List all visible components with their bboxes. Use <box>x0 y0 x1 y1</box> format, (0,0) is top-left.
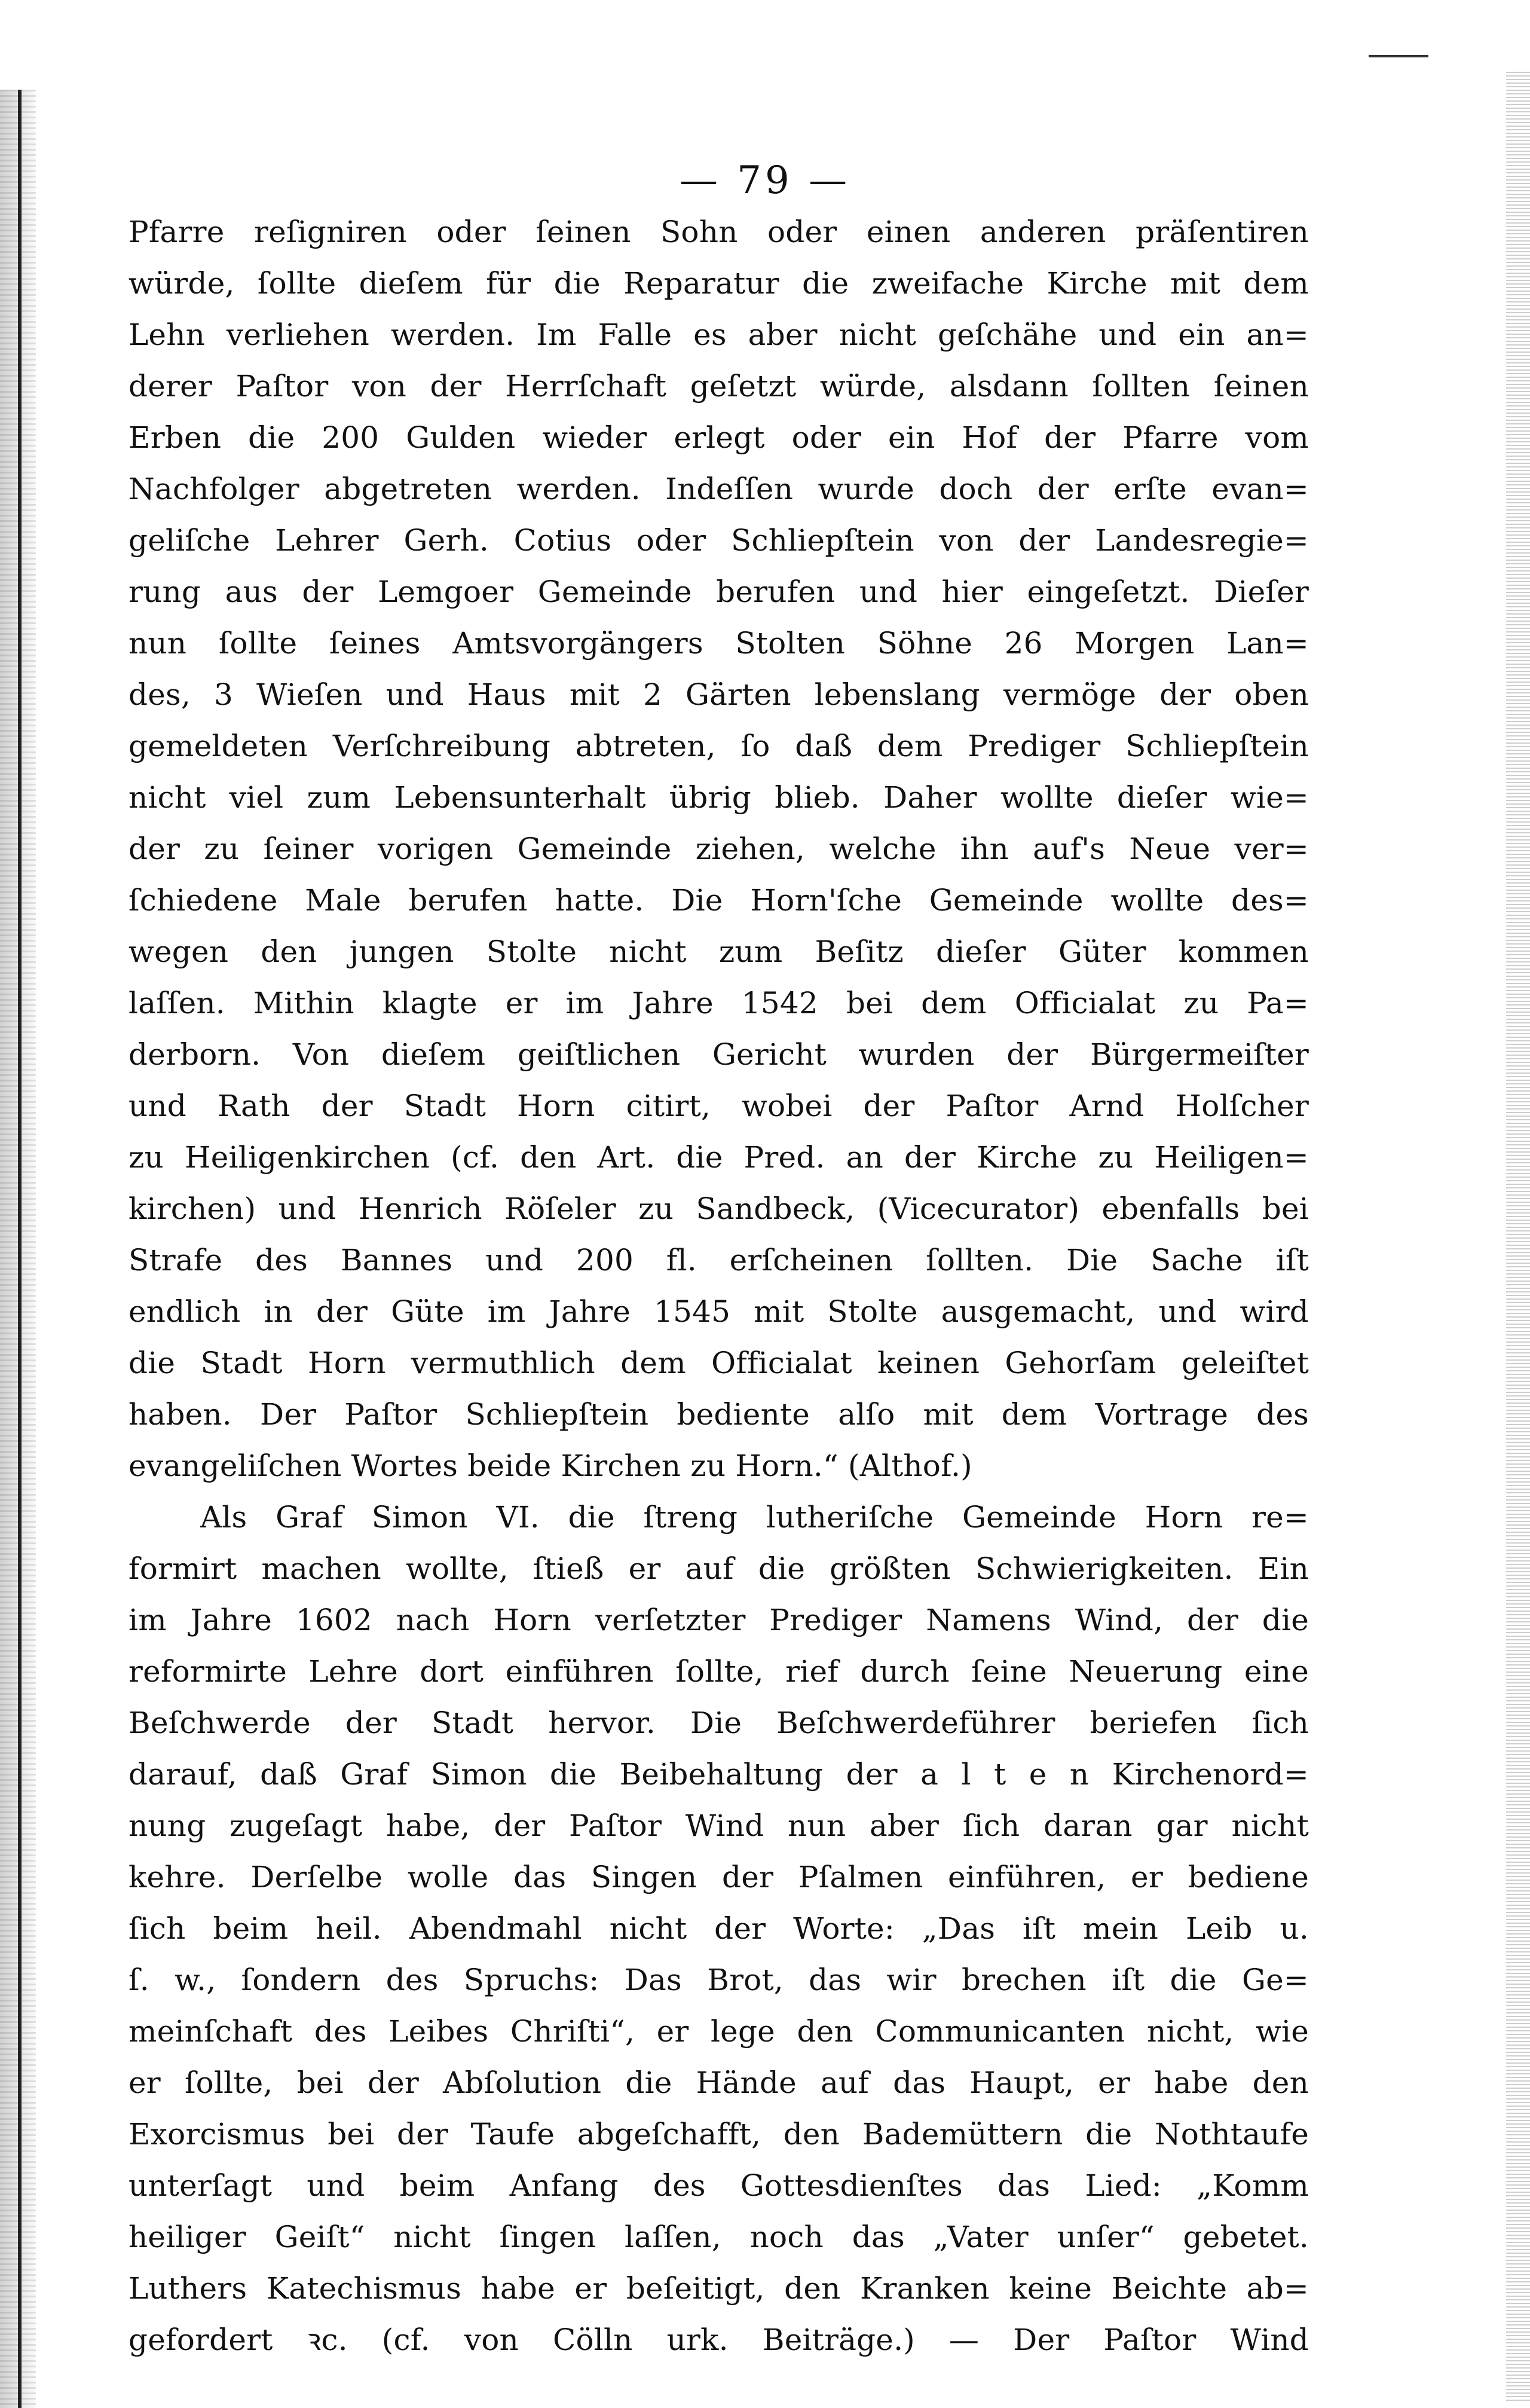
text-line: Nachfolger abgetreten werden. Indeſſen wurde doch der erſte evan= <box>128 472 1309 506</box>
text-line: Pfarre reſigniren oder ſeinen Sohn oder einen anderen präſentiren <box>128 215 1309 249</box>
text-line: Luthers Katechismus habe er beſeitigt, den Kranken keine Beichte ab= <box>128 2271 1309 2306</box>
text-line: meinſchaft des Leibes Chriſti“, er lege den Communicanten nicht, wie <box>128 2014 1309 2049</box>
scan-edge-right <box>1506 72 1530 2403</box>
text-line: nicht viel zum Lebensunterhalt übrig blieb. Daher wollte dieſer wie= <box>128 780 1309 815</box>
text-line: haben. Der Paſtor Schliepſtein bediente alſo mit dem Vortrage des <box>128 1397 1309 1432</box>
text-line: darauf, daß Graf Simon die Beibehaltung der a l t e n Kirchenord= <box>128 1757 1309 1792</box>
text-line: würde, ſollte dieſem für die Reparatur die zweifache Kirche mit dem <box>128 266 1309 301</box>
text-line: derborn. Von dieſem geiſtlichen Gericht wurden der Bürgermeiſter <box>128 1037 1309 1072</box>
text-line: ſchiedene Male berufen hatte. Die Horn'ſche Gemeinde wollte des= <box>128 883 1309 918</box>
scan-edge-left <box>0 90 36 2408</box>
body-text <box>128 206 1309 2366</box>
text-line: zu Heiligenkirchen (cf. den Art. die Pred. an der Kirche zu Heiligen= <box>128 1140 1309 1175</box>
text-line: derer Paſtor von der Herrſchaft geſetzt würde, alsdann ſollten ſeinen <box>128 369 1309 404</box>
text-line: ſ. w., ſondern des Spruchs: Das Brot, das wir brechen iſt die Ge= <box>128 1963 1309 1997</box>
text-line: endlich in der Güte im Jahre 1545 mit Stolte ausgemacht, und wird <box>128 1294 1309 1329</box>
text-line: kehre. Derſelbe wolle das Singen der Pſalmen einführen, er bediene <box>128 1860 1309 1894</box>
text-line: ſich beim heil. Abendmahl nicht der Worte: „Das iſt mein Leib u. <box>128 1911 1309 1946</box>
text-line: heiliger Geiſt“ nicht ſingen laſſen, noch das „Vater unſer“ gebetet. <box>128 2220 1309 2254</box>
text-line: Lehn verliehen werden. Im Falle es aber nicht geſchähe und ein an= <box>128 317 1309 352</box>
text-line: Erben die 200 Gulden wieder erlegt oder ein Hof der Pfarre vom <box>128 420 1309 455</box>
text-line: im Jahre 1602 nach Horn verſetzter Prediger Namens Wind, der die <box>128 1603 1309 1637</box>
text-line: evangeliſchen Wortes beide Kirchen zu Horn.“ (Althof.) <box>128 1449 972 1483</box>
text-line: wegen den jungen Stolte nicht zum Beſitz dieſer Güter kommen <box>128 934 1309 969</box>
page-number: — 79 — <box>679 158 851 203</box>
text-line: der zu ſeiner vorigen Gemeinde ziehen, welche ihn auf's Neue ver= <box>128 832 1309 866</box>
text-line: er ſollte, bei der Abſolution die Hände auf das Haupt, er habe den <box>128 2065 1309 2100</box>
text-line: und Rath der Stadt Horn citirt, wobei der Paſtor Arnd Holſcher <box>128 1089 1309 1123</box>
text-line: nun ſollte ſeines Amtsvorgängers Stolten Söhne 26 Morgen Lan= <box>128 626 1309 661</box>
text-line: nung zugeſagt habe, der Paſtor Wind nun aber ſich daran gar nicht <box>128 1808 1309 1843</box>
text-line: reformirte Lehre dort einführen ſollte, rief durch ſeine Neuerung eine <box>128 1654 1309 1689</box>
text-line: geliſche Lehrer Gerh. Cotius oder Schliepſtein von der Landesregie= <box>128 523 1309 558</box>
text-line: die Stadt Horn vermuthlich dem Officialat keinen Gehorſam geleiſtet <box>128 1346 1309 1380</box>
scan-mark <box>1369 55 1428 57</box>
text-line: gemeldeten Verſchreibung abtreten, ſo daß dem Prediger Schliepſtein <box>128 729 1309 763</box>
text-line: Exorcismus bei der Taufe abgeſchafft, den Bademüttern die Nothtaufe <box>128 2117 1309 2152</box>
text-line: Als Graf Simon VI. die ſtreng lutheriſche Gemeinde Horn re= <box>200 1500 1309 1535</box>
text-line: gefordert ꝛc. (cf. von Cölln urk. Beiträge.) — Der Paſtor Wind <box>128 2323 1309 2357</box>
text-line: unterſagt und beim Anfang des Gottesdienſtes das Lied: „Komm <box>128 2168 1309 2203</box>
text-line: rung aus der Lemgoer Gemeinde berufen und hier eingeſetzt. Dieſer <box>128 575 1309 609</box>
text-line: Beſchwerde der Stadt hervor. Die Beſchwerdeführer beriefen ſich <box>128 1706 1309 1740</box>
text-line: formirt machen wollte, ſtieß er auf die größten Schwierigkeiten. Ein <box>128 1551 1309 1586</box>
text-line: kirchen) und Henrich Röſeler zu Sandbeck, (Vicecurator) ebenfalls bei <box>128 1191 1309 1226</box>
text-line: des, 3 Wieſen und Haus mit 2 Gärten lebenslang vermöge der oben <box>128 677 1309 712</box>
text-line: Strafe des Bannes und 200 fl. erſcheinen ſollten. Die Sache iſt <box>128 1243 1309 1278</box>
text-line: laſſen. Mithin klagte er im Jahre 1542 bei dem Officialat zu Pa= <box>128 986 1309 1020</box>
